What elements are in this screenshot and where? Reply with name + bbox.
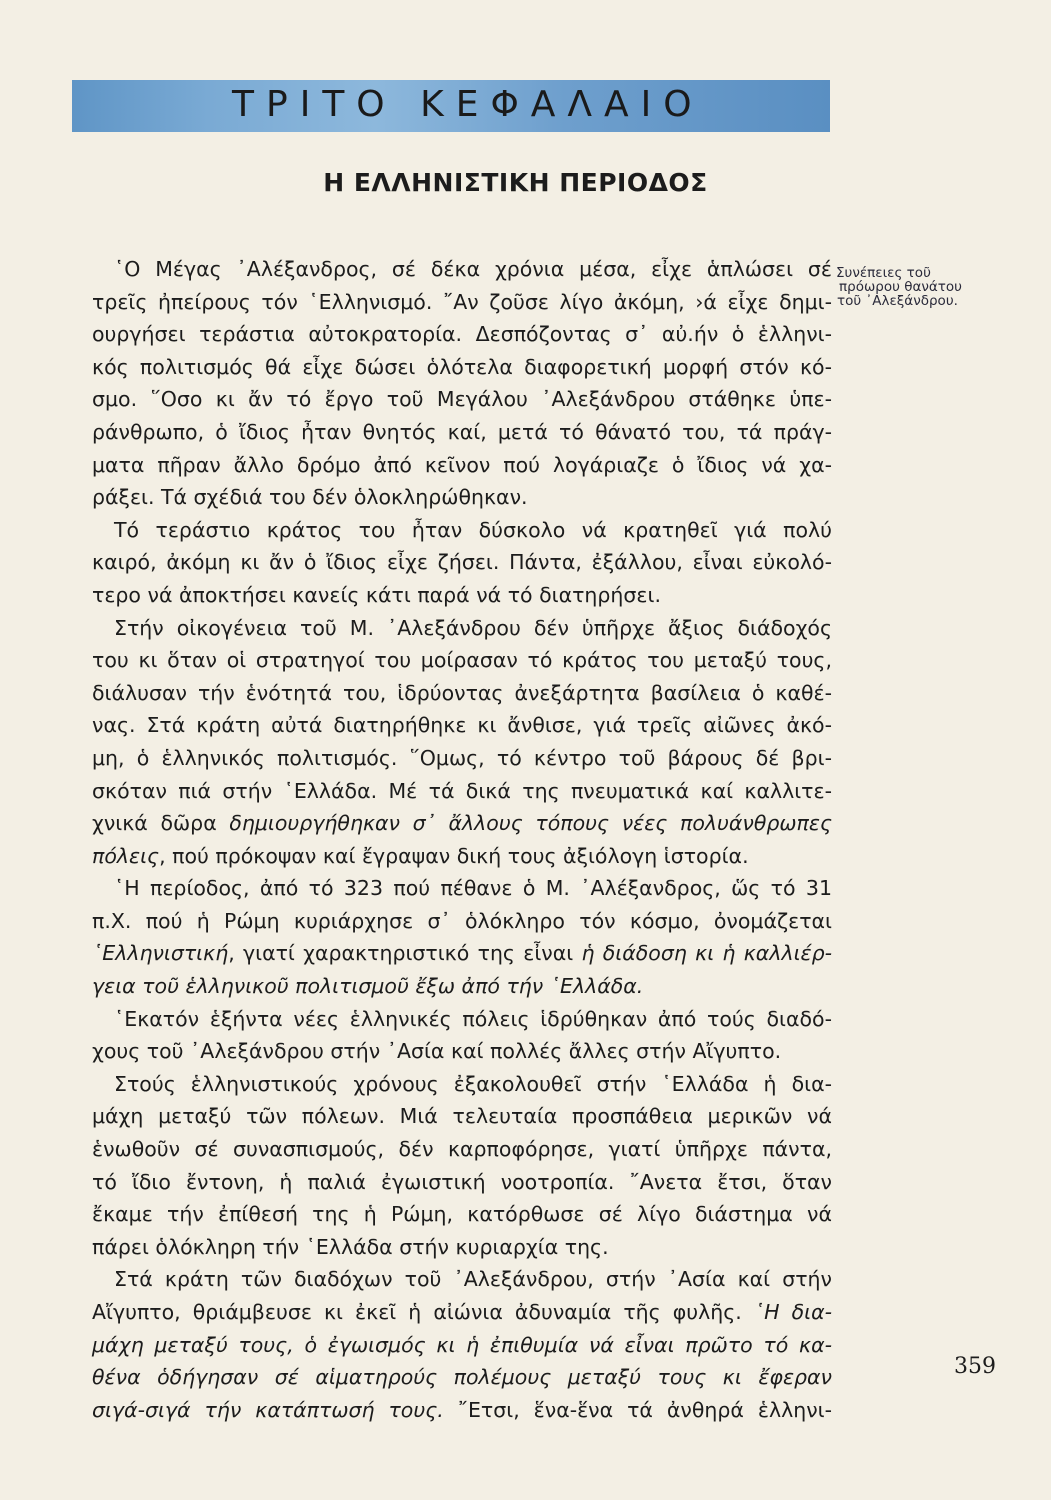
body-text bbox=[92, 253, 832, 1426]
italic-run: ῾Ελληνιστική bbox=[92, 941, 229, 966]
text-line bbox=[92, 1394, 832, 1427]
text-line: σκόταν πιά στήν ῾Ελλάδα. Μέ τά δικά της πνευματικά καί καλλιτε- bbox=[92, 778, 832, 803]
text-line: μη, ὁ ἑλληνικός πολιτισμός. ῞Ομως, τό κέντρο τοῦ βάρους δέ βρι- bbox=[92, 745, 832, 770]
chapter-heading: ΤΡΙΤΟ ΚΕΦΑΛΑΙΟ bbox=[232, 84, 704, 125]
text-line bbox=[92, 1329, 832, 1362]
text-line: τερο νά ἀποκτήσει κανείς κάτι παρά νά τό διατηρήσει. bbox=[92, 582, 661, 607]
text-line: τό ἴδιο ἔντονη, ἡ παλιά ἐγωιστική νοοτροπία. ῎Ανετα ἔτσι, ὅταν bbox=[92, 1169, 832, 1194]
margin-note-line: Συνέπειες τοῦ bbox=[836, 265, 931, 281]
text-line: ουργήσει τεράστια αὐτοκρατορία. Δεσπόζοντας σ᾽ αὐ.ήν ὁ ἑλληνι- bbox=[92, 322, 832, 347]
text-line: καιρό, ἀκόμη κι ἄν ὁ ἴδιος εἶχε ζήσει. Πάντα, ἐξάλλου, εἶναι εὐκολό- bbox=[92, 550, 832, 575]
text-line: Τό τεράστιο κράτος του ἦταν δύσκολο νά κρατηθεῖ γιά πολύ bbox=[114, 517, 832, 542]
text-line: Στά κράτη τῶν διαδόχων τοῦ ᾽Αλεξάνδρου, στήν ᾽Ασία καί στήν bbox=[114, 1267, 832, 1292]
text-run: Αἴγυπτο, θριάμβευσε κι ἐκεῖ ἡ αἰώνια ἀδυναμία τῆς φυλῆς. bbox=[92, 1300, 754, 1324]
italic-run: ἡ διάδοση κι ἡ καλλιέρ- bbox=[581, 941, 833, 966]
text-line: κός πολιτισμός θά εἶχε δώσει ὁλότελα διαφορετική μορφή στόν κό- bbox=[92, 354, 832, 379]
text-line: νας. Στά κράτη αὐτά διατηρήθηκε κι ἄνθισε, γιά τρεῖς αἰῶνες ἀκό- bbox=[92, 713, 832, 738]
margin-note bbox=[836, 266, 1006, 308]
text-line: μάχη μεταξύ τῶν πόλεων. Μιά τελευταία προσπάθεια μερικῶν νά bbox=[92, 1104, 832, 1129]
italic-run: δημιουργήθηκαν σ᾽ ἄλλους τόπους νέες πολυάνθρωπες bbox=[229, 811, 833, 836]
text-line: ῾Η περίοδος, ἀπό τό 323 πού πέθανε ὁ Μ. ᾽Αλέξανδρος, ὥς τό 31 bbox=[114, 876, 832, 901]
page-number: 359 bbox=[954, 1354, 996, 1379]
text-line bbox=[92, 807, 832, 840]
text-line: ἔκαμε τήν ἐπίθεσή της ἡ Ρώμη, κατόρθωσε σέ λίγο διάστημα νά bbox=[92, 1202, 832, 1227]
text-line: σμο. ῞Οσο κι ἄν τό ἔργο τοῦ Μεγάλου ᾽Αλεξάνδρου στάθηκε ὑπε- bbox=[92, 387, 832, 412]
text-run: χνικά δῶρα bbox=[92, 811, 230, 836]
margin-note-line: τοῦ ᾽Αλεξάνδρου. bbox=[837, 293, 958, 309]
text-line: ῾Εκατόν ἑξήντα νέες ἑλληνικές πόλεις ἱδρύθηκαν ἀπό τούς διαδό- bbox=[114, 1006, 832, 1031]
italic-run: πόλεις bbox=[92, 843, 160, 868]
text-line: ράξει. Τά σχέδιά του δέν ὁλοκληρώθηκαν. bbox=[92, 485, 528, 510]
text-line: π.Χ. πού ἡ Ρώμη κυριάρχησε σ᾽ ὁλόκληρο τόν κόσμο, ὀνομάζεται bbox=[92, 908, 832, 933]
text-line: ράνθρωπο, ὁ ἴδιος ἦταν θνητός καί, μετά τό θάνατό του, τά πράγ- bbox=[92, 419, 832, 444]
text-line: Στήν οἰκογένεια τοῦ Μ. ᾽Αλεξάνδρου δέν ὑπῆρχε ἄξιος διάδοχός bbox=[114, 615, 832, 640]
text-line bbox=[92, 1361, 832, 1394]
text-line bbox=[92, 970, 832, 1003]
italic-run: γεια τοῦ ἑλληνικοῦ πολιτισμοῦ ἔξω ἀπό τήν ῾Ελλάδα. bbox=[92, 974, 644, 999]
text-line: τρεῖς ἠπείρους τόν ῾Ελληνισμό. ῎Αν ζοῦσε λίγο ἀκόμη, ›ά εἶχε δημι- bbox=[92, 289, 832, 314]
italic-run: ῾Η δια- bbox=[753, 1300, 833, 1324]
text-run: , πού πρόκοψαν καί ἔγραψαν δική τους ἀξιόλογη ἱστορία. bbox=[159, 843, 749, 868]
text-line: του κι ὅταν οἱ στρατηγοί του μοίρασαν τό κράτος του μεταξύ τους, bbox=[92, 648, 832, 673]
text-line: ματα πῆραν ἄλλο δρόμο ἀπό κεῖνον πού λογάριαζε ὁ ἴδιος νά χα- bbox=[92, 452, 832, 477]
page-title-text: Η ΕΛΛΗΝΙΣΤΙΚΗ ΠΕΡΙΟΔΟΣ bbox=[323, 168, 708, 197]
text-line: ἑνωθοῦν σέ συνασπισμούς, δέν καρποφόρησε, γιατί ὑπῆρχε πάντα, bbox=[92, 1137, 832, 1162]
text-run: ῎Ετσι, ἕνα-ἕνα τά ἀνθηρά ἑλληνι- bbox=[443, 1397, 832, 1422]
text-line: χους τοῦ ᾽Αλεξάνδρου στήν ᾽Ασία καί πολλές ἄλλες στήν Αἴγυπτο. bbox=[92, 1039, 782, 1064]
italic-run: μάχη μεταξύ τους, ὁ ἐγωισμός κι ἡ ἐπιθυμία νά εἶναι πρῶτο τό κα- bbox=[92, 1332, 832, 1357]
text-line bbox=[92, 1296, 832, 1329]
italic-run: σιγά-σιγά τήν κατάπτωσή τους. bbox=[92, 1397, 444, 1422]
text-line bbox=[92, 937, 832, 970]
page-title bbox=[0, 168, 1051, 197]
text-line: διάλυσαν τήν ἑνότητά του, ἱδρύοντας ἀνεξάρτητα βασίλεια ὁ καθέ- bbox=[92, 680, 832, 705]
text-run: , γιατί χαρακτηριστικό της εἶναι bbox=[228, 941, 582, 966]
text-line: ῾Ο Μέγας ᾽Αλέξανδρος, σέ δέκα χρόνια μέσα, εἶχε ἁπλώσει σέ bbox=[114, 257, 832, 281]
text-line: Στούς ἑλληνιστικούς χρόνους ἐξακολουθεῖ στήν ῾Ελλάδα ἡ δια- bbox=[114, 1071, 832, 1096]
italic-run: θένα ὁδήγησαν σέ αἱματηρούς πολέμους μεταξύ τους κι ἔφεραν bbox=[92, 1365, 832, 1390]
margin-note-line: πρόωρου θανάτου bbox=[839, 279, 962, 295]
chapter-banner bbox=[72, 80, 830, 132]
text-line: πάρει ὁλόκληρη τήν ῾Ελλάδα στήν κυριαρχία της. bbox=[92, 1234, 609, 1259]
text-line bbox=[92, 840, 832, 873]
